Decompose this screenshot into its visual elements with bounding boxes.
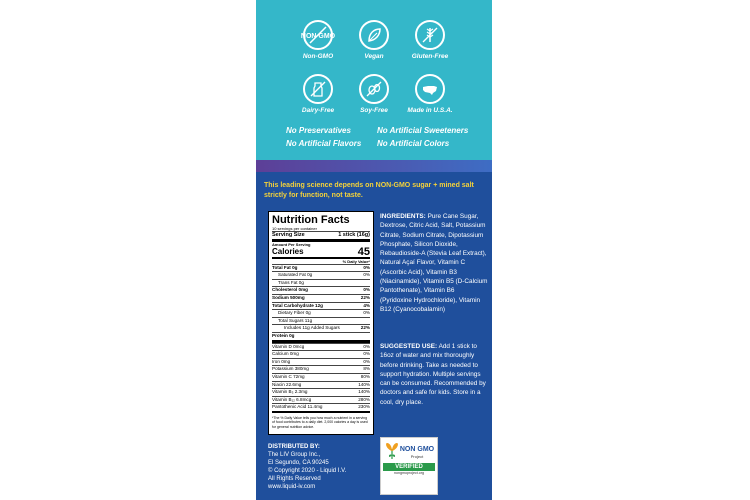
distributor-label: DISTRIBUTED BY:: [268, 444, 320, 450]
distributor-line: El Segundo, CA 90245: [268, 460, 329, 466]
badge-label: Made in U.S.A.: [407, 107, 453, 114]
badge-vegan: [342, 20, 406, 60]
tagline: This leading science depends on NON-GMO sugar + mined salt strictly for function, not taste.: [264, 182, 474, 199]
non-gmo-project-seal: [380, 437, 438, 495]
nutrient-row: Includes 11g Added Sugars 22%: [272, 324, 370, 332]
nutrient-row: Cholesterol 0mg 0%: [272, 287, 370, 293]
nutrient-row: Protein 0g: [272, 332, 370, 340]
claims-left: [286, 124, 361, 150]
badge-label: Gluten-Free: [411, 53, 449, 60]
nutrient-row: Total Carbohydrate 12g 4%: [272, 302, 370, 308]
claims-right: [377, 124, 468, 150]
vitamin-row: Iron 0mg 0%: [272, 358, 370, 364]
nutrition-title: Nutrition Facts: [272, 214, 350, 226]
claim: No Artificial Colors: [377, 139, 450, 148]
wheat-crossed-icon: [415, 20, 445, 50]
vitamin-row: Potassium 380mg 8%: [272, 366, 370, 372]
nutrient-row: Dietary Fiber 0g 0%: [272, 309, 370, 317]
seal-url: nongmoproject.org: [394, 471, 424, 475]
claim: No Preservatives: [286, 126, 351, 135]
vitamin-row: Calcium 0mg 0%: [272, 351, 370, 357]
badge-dairy-free: [286, 74, 350, 114]
ingredients-block: [380, 212, 488, 314]
claim: No Artificial Flavors: [286, 139, 362, 148]
suggested-use-label: SUGGESTED USE:: [380, 343, 438, 350]
nutrient-row: Total Fat 0g 0%: [272, 264, 370, 270]
butterfly-icon: [384, 441, 400, 461]
amount-per-serving: Amount Per Serving: [272, 241, 311, 247]
servings-per-container: 10 servings per container: [272, 226, 317, 231]
claim: No Artificial Sweeteners: [377, 126, 469, 135]
badge-soy-free: [342, 74, 406, 114]
distributor-line: The LIV Group Inc.,: [268, 452, 321, 458]
distributor-block: [268, 443, 378, 491]
nutrient-row: Trans Fat 0g: [272, 279, 370, 287]
vitamin-row: Vitamin C 72mg 80%: [272, 373, 370, 379]
suggested-use-text: Add 1 stick to 16oz of water and mix thoroughly before drinking. Take as needed to support hydration. Multiple servings can be consumed. Recommended by doctors and safe for kids. Store in a cool, dry place.: [380, 343, 486, 406]
seal-subtitle: Project: [410, 453, 424, 459]
usa-map-icon: [415, 74, 445, 104]
ingredients-label: INGREDIENTS:: [380, 213, 426, 220]
leaf-icon: [359, 20, 389, 50]
nutrient-row: Saturated Fat 0g 0%: [272, 271, 370, 279]
badge-label: Soy-Free: [360, 107, 388, 114]
badge-non-gmo: [286, 20, 350, 60]
seal-title: NON GMO: [399, 445, 435, 453]
vitamin-row: Niacin 22.6mg 140%: [272, 381, 370, 387]
serving-size-row: Serving Size 1 stick (16g): [272, 232, 370, 238]
gmo-crossed-icon: [300, 20, 336, 50]
badge-made-in-usa: [398, 74, 462, 114]
badge-label: Dairy-Free: [301, 107, 335, 114]
vitamin-row: Vitamin B₃ 2.3mg 140%: [272, 389, 370, 395]
vitamin-row: Pantothenic Acid 11.4mg 230%: [272, 404, 370, 410]
nutrient-row: Total Sugars 11g: [272, 317, 370, 325]
seal-verified: VERIFIED: [383, 463, 435, 471]
distributor-line: All Rights Reserved: [268, 476, 321, 482]
badge-label: Non-GMO: [302, 53, 334, 60]
suggested-use-block: [380, 342, 488, 407]
nutrition-facts-panel: [268, 211, 374, 435]
badge-gluten-free: [398, 20, 462, 60]
divider-stripe: [256, 160, 492, 172]
nutrition-footnote: *The % Daily Value tells you how much a nutrient in a serving of food contributes to a daily diet. 2,000 calories a day is used for general nutrition advice.: [272, 415, 368, 429]
nutrient-row: Sodium 500mg 22%: [272, 294, 370, 300]
vitamin-row: Vitamin B₁₂ 6.8mcg 280%: [272, 396, 370, 402]
calories-row: Calories 45: [272, 245, 370, 258]
daily-value-header: % Daily Value*: [342, 258, 370, 264]
badge-label: Vegan: [364, 53, 384, 60]
svg-text:NON GMO: NON GMO: [300, 33, 336, 40]
milk-crossed-icon: [303, 74, 333, 104]
distributor-line: www.liquid-iv.com: [268, 484, 316, 490]
distributor-line: © Copyright 2020 - Liquid I.V.: [268, 468, 347, 474]
package-back-panel: [256, 0, 492, 500]
soy-crossed-icon: [359, 74, 389, 104]
ingredients-text: Pure Cane Sugar, Dextrose, Citric Acid, Salt, Potassium Citrate, Sodium Citrate, Dipotassium Phosphate, Silicon Dioxide, Rebaudioside-A (Stevia Leaf Extract), Natural Açaí Flavor, Vitamin C (Ascorbic Acid), Vitamin B3 (Niacinamide), Vitamin B5 (D-Calcium Pantothenate), Vitamin B6 (Pyridoxine Hydrochloride), Vitamin B12 (Cyanocobalamin): [380, 213, 488, 313]
vitamin-row: Vitamin D 0mcg 0%: [272, 343, 370, 349]
